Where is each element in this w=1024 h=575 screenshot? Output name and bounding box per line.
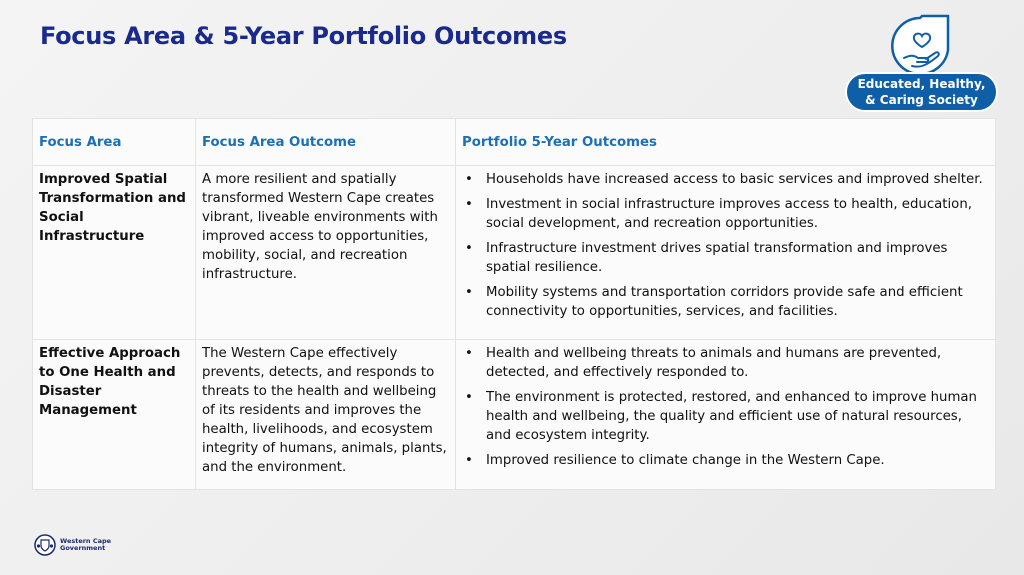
focus-area-cell: Improved Spatial Transformation and Social Infrastructure <box>33 166 196 340</box>
page-title: Focus Area & 5-Year Portfolio Outcomes <box>40 22 567 50</box>
logo-line-2: Government <box>60 544 106 552</box>
portfolio-list <box>462 170 989 321</box>
logo-line-1: Western Cape <box>60 536 112 545</box>
list-item: • Investment in social infrastructure improves access to health, education, social development, and recreation opportunities. <box>462 195 989 233</box>
badge-line-1: Educated, Healthy, <box>857 77 986 91</box>
table-row <box>33 340 996 490</box>
header-focus-area-outcome: Focus Area Outcome <box>196 119 456 166</box>
western-cape-logo <box>34 534 111 556</box>
coat-of-arms-icon <box>34 534 56 556</box>
focus-outcome-cell: The Western Cape effectively prevents, detects, and responds to threats to the health and wellbeing of its residents and improves the health, livelihoods, and ecosystem integrity of humans, animals, plants, and the environment. <box>196 340 456 490</box>
portfolio-outcomes-cell <box>456 166 996 340</box>
list-item: • Mobility systems and transportation corridors provide safe and efficient connectivity to opportunities, services, and facilities. <box>462 283 989 321</box>
list-item: • The environment is protected, restored, and enhanced to improve human health and wellbeing, the quality and efficient use of natural resources, and ecosystem integrity. <box>462 388 989 445</box>
list-item: • Health and wellbeing threats to animals and humans are prevented, detected, and effectively responded to. <box>462 344 989 382</box>
focus-badge <box>845 14 999 114</box>
header-focus-area: Focus Area <box>33 119 196 166</box>
portfolio-outcomes-cell <box>456 340 996 490</box>
header-portfolio-outcomes: Portfolio 5-Year Outcomes <box>456 119 996 166</box>
heart-hand-icon <box>890 14 954 80</box>
outcomes-table <box>32 118 996 490</box>
logo-text <box>60 538 111 553</box>
badge-line-2: & Caring Society <box>865 93 978 107</box>
focus-outcome-cell: A more resilient and spatially transformed Western Cape creates vibrant, liveable environments with improved access to opportunities, mobility, social, and recreation infrastructure. <box>196 166 456 340</box>
focus-badge-label <box>845 72 998 112</box>
portfolio-list <box>462 344 989 470</box>
list-item: • Improved resilience to climate change in the Western Cape. <box>462 451 989 470</box>
table-header-row <box>33 119 996 166</box>
table-row <box>33 166 996 340</box>
list-item: • Households have increased access to basic services and improved shelter. <box>462 170 989 189</box>
focus-area-cell: Effective Approach to One Health and Disaster Management <box>33 340 196 490</box>
list-item: • Infrastructure investment drives spatial transformation and improves spatial resilience. <box>462 239 989 277</box>
